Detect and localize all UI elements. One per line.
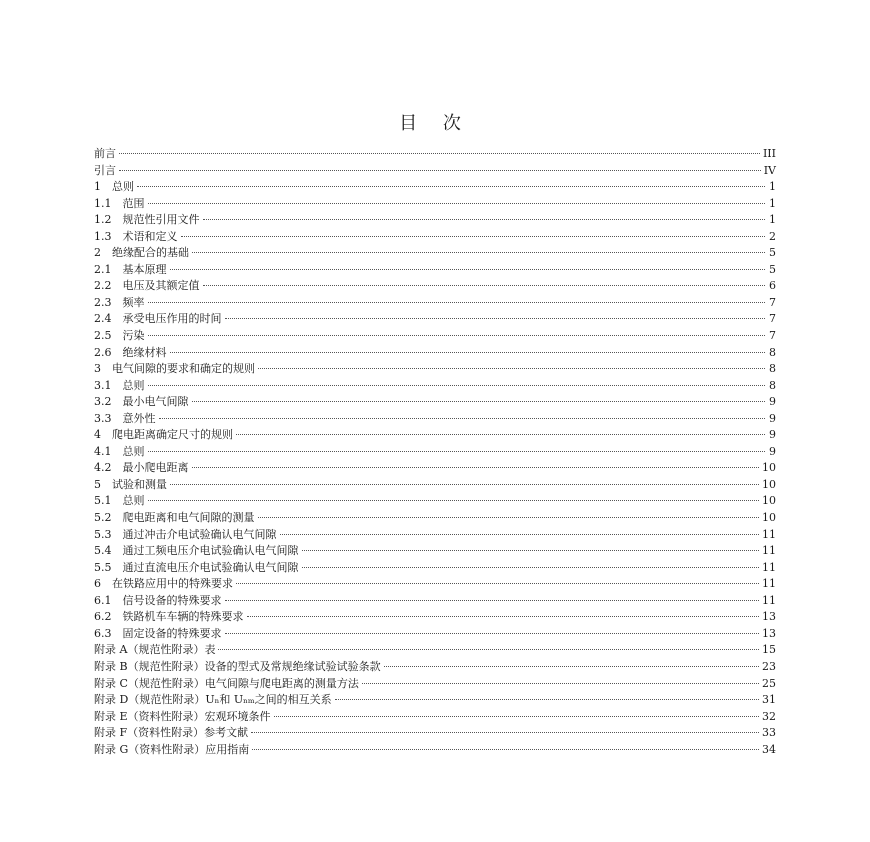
toc-entry-page: 10 xyxy=(762,461,776,475)
toc-entry-page: 32 xyxy=(762,709,776,723)
dot-leader xyxy=(148,385,766,386)
toc-entry-label: 1.2 规范性引用文件 xyxy=(94,213,200,227)
toc-entry-page: 23 xyxy=(762,659,776,673)
toc-entry-page: 7 xyxy=(769,295,776,309)
toc-entry-page: 1 xyxy=(769,213,776,227)
toc-entry-page: 8 xyxy=(769,362,776,376)
toc-entry[interactable] xyxy=(94,163,776,180)
dot-leader xyxy=(170,484,759,485)
toc-entry-page: 34 xyxy=(762,742,776,756)
toc-entry-label: 附录 C（规范性附录）电气间隙与爬电距离的测量方法 xyxy=(94,676,359,690)
dot-leader xyxy=(148,500,760,501)
toc-entry-page: 5 xyxy=(769,262,776,276)
dot-leader xyxy=(192,252,765,253)
toc-entry-label: 5 试验和测量 xyxy=(94,477,167,491)
dot-leader xyxy=(225,633,760,634)
toc-entry-page: 2 xyxy=(769,229,776,243)
dot-leader xyxy=(148,451,766,452)
toc-entry[interactable] xyxy=(94,742,776,759)
toc-entry-page: 13 xyxy=(762,626,776,640)
toc-entry-label: 5.5 通过直流电压介电试验确认电气间隙 xyxy=(94,560,299,574)
toc-entry-label: 5.1 总则 xyxy=(94,494,145,508)
toc-entry-page: III xyxy=(762,147,776,160)
dot-leader xyxy=(119,153,760,154)
dot-leader xyxy=(384,666,759,667)
dot-leader xyxy=(192,401,766,402)
toc-entry[interactable] xyxy=(94,245,776,262)
toc-entry-page: 8 xyxy=(769,345,776,359)
toc-entry-page: 10 xyxy=(762,477,776,491)
toc-entry[interactable] xyxy=(94,378,776,395)
dot-leader xyxy=(159,418,766,419)
dot-leader xyxy=(362,683,759,684)
toc-entry-label: 附录 F（资料性附录）参考文献 xyxy=(94,726,249,740)
toc-entry[interactable] xyxy=(94,328,776,345)
toc-entry-label: 4.2 最小爬电距离 xyxy=(94,461,189,475)
toc-entry-label: 附录 A（规范性附录）表 xyxy=(94,643,216,657)
dot-leader xyxy=(258,517,760,518)
dot-leader xyxy=(236,583,759,584)
dot-leader xyxy=(148,302,766,303)
toc-entry[interactable] xyxy=(94,262,776,279)
dot-leader xyxy=(181,236,766,237)
dot-leader xyxy=(148,203,766,204)
toc-entry-page: 11 xyxy=(762,577,776,591)
toc-entry-page: 1 xyxy=(769,180,776,194)
dot-leader xyxy=(170,352,766,353)
dot-leader xyxy=(274,716,759,717)
toc-entry[interactable] xyxy=(94,609,776,626)
toc-entry[interactable] xyxy=(94,345,776,362)
toc-entry-page: 33 xyxy=(762,726,776,740)
toc-entry-page: 9 xyxy=(769,395,776,409)
toc-entry-label: 1.3 术语和定义 xyxy=(94,229,178,243)
toc-entry-page: 5 xyxy=(769,246,776,260)
page-title: 目 次 xyxy=(399,113,471,135)
toc-entry-label: 3.3 意外性 xyxy=(94,411,156,425)
toc-entry-page: IV xyxy=(763,163,776,177)
toc-entry-label: 3.1 总则 xyxy=(94,378,145,392)
dot-leader xyxy=(137,186,765,187)
toc-entry[interactable] xyxy=(94,477,776,494)
toc-entry[interactable] xyxy=(94,626,776,643)
toc-entry-page: 6 xyxy=(769,279,776,293)
toc-entry[interactable] xyxy=(94,311,776,328)
toc-entry-label: 附录 B（规范性附录）设备的型式及常规绝缘试验试验条款 xyxy=(94,659,381,673)
toc-entry-label: 2.2 电压及其额定值 xyxy=(94,279,200,293)
toc-entry-page: 25 xyxy=(762,676,776,690)
toc-entry-page: 10 xyxy=(762,494,776,508)
toc-entry[interactable] xyxy=(94,394,776,411)
toc-entry-page: 9 xyxy=(769,411,776,425)
toc-entry-page: 11 xyxy=(762,527,776,541)
toc-entry-label: 5.2 爬电距离和电气间隙的测量 xyxy=(94,511,255,525)
toc-entry-label: 引言 xyxy=(94,163,116,177)
toc-entry-label: 2.4 承受电压作用的时间 xyxy=(94,312,222,326)
toc-entry[interactable] xyxy=(94,361,776,378)
toc-entry[interactable] xyxy=(94,229,776,246)
toc-entry[interactable] xyxy=(94,560,776,577)
toc-entry[interactable] xyxy=(94,411,776,428)
toc-entry[interactable] xyxy=(94,709,776,726)
toc-entry-page: 11 xyxy=(762,544,776,558)
toc-entry-label: 4.1 总则 xyxy=(94,444,145,458)
toc-entry[interactable] xyxy=(94,593,776,610)
toc-entry-label: 3.2 最小电气间隙 xyxy=(94,395,189,409)
dot-leader xyxy=(252,749,759,750)
toc-entry[interactable] xyxy=(94,527,776,544)
dot-leader xyxy=(251,732,759,733)
toc-entry-label: 附录 E（资料性附录）宏观环境条件 xyxy=(94,709,271,723)
toc-entry[interactable] xyxy=(94,212,776,229)
toc-entry[interactable] xyxy=(94,543,776,560)
toc-entry-label: 6.1 信号设备的特殊要求 xyxy=(94,593,222,607)
toc-entry-page: 7 xyxy=(769,329,776,343)
toc-entry-page: 1 xyxy=(769,196,776,210)
toc-entry[interactable] xyxy=(94,642,776,659)
toc-entry-label: 6.3 固定设备的特殊要求 xyxy=(94,626,222,640)
toc-entry[interactable] xyxy=(94,692,776,709)
dot-leader xyxy=(280,534,760,535)
toc-entry-label: 5.3 通过冲击介电试验确认电气间隙 xyxy=(94,527,277,541)
dot-leader xyxy=(302,550,760,551)
toc-entry[interactable] xyxy=(94,444,776,461)
toc-entry-page: 9 xyxy=(769,444,776,458)
toc-entry-page: 31 xyxy=(762,693,776,707)
toc-entry-label: 附录 G（资料性附录）应用指南 xyxy=(94,742,250,756)
toc-entry-label: 2 绝缘配合的基础 xyxy=(94,246,189,260)
toc-entry-label: 5.4 通过工频电压介电试验确认电气间隙 xyxy=(94,544,299,558)
toc-entry-label: 3 电气间隙的要求和确定的规则 xyxy=(94,362,255,376)
toc-entry-label: 4 爬电距离确定尺寸的规则 xyxy=(94,428,233,442)
toc-entry-label: 2.6 绝缘材料 xyxy=(94,345,167,359)
dot-leader xyxy=(335,699,759,700)
toc-entry[interactable] xyxy=(94,278,776,295)
toc-entry-label: 1.1 范围 xyxy=(94,196,145,210)
toc-entry-page: 9 xyxy=(769,428,776,442)
toc-entry[interactable] xyxy=(94,179,776,196)
toc-entry-page: 15 xyxy=(762,643,776,657)
toc-entry[interactable] xyxy=(94,295,776,312)
dot-leader xyxy=(225,318,766,319)
toc-entry-page: 13 xyxy=(762,610,776,624)
toc-entry[interactable] xyxy=(94,460,776,477)
toc-entry-label: 2.1 基本原理 xyxy=(94,262,167,276)
toc-entry-label: 6.2 铁路机车车辆的特殊要求 xyxy=(94,610,244,624)
dot-leader xyxy=(225,600,760,601)
toc-entry[interactable] xyxy=(94,725,776,742)
toc-entry[interactable] xyxy=(94,676,776,693)
toc-entry-page: 8 xyxy=(769,378,776,392)
toc-entry[interactable] xyxy=(94,146,776,163)
toc-entry[interactable] xyxy=(94,510,776,527)
dot-leader xyxy=(148,335,766,336)
toc-entry-label: 附录 D（规范性附录）Uₙ和 Uₙₘ之间的相互关系 xyxy=(94,693,332,707)
dot-leader xyxy=(119,170,761,171)
dot-leader xyxy=(170,269,766,270)
toc-entry[interactable] xyxy=(94,493,776,510)
dot-leader xyxy=(203,285,766,286)
toc-entry[interactable] xyxy=(94,659,776,676)
toc-entry-label: 6 在铁路应用中的特殊要求 xyxy=(94,577,233,591)
dot-leader xyxy=(192,467,760,468)
dot-leader xyxy=(236,434,765,435)
dot-leader xyxy=(258,368,765,369)
toc-entry[interactable] xyxy=(94,427,776,444)
toc-entry-label: 前言 xyxy=(94,147,116,160)
dot-leader xyxy=(203,219,766,220)
dot-leader xyxy=(218,649,759,650)
toc-entry-page: 7 xyxy=(769,312,776,326)
toc-entry-page: 10 xyxy=(762,511,776,525)
table-of-contents xyxy=(94,146,776,758)
dot-leader xyxy=(247,616,760,617)
dot-leader xyxy=(302,567,760,568)
toc-entry-page: 11 xyxy=(762,593,776,607)
toc-entry-page: 11 xyxy=(762,560,776,574)
toc-entry-label: 1 总则 xyxy=(94,180,134,194)
toc-entry[interactable] xyxy=(94,196,776,213)
toc-entry-label: 2.5 污染 xyxy=(94,329,145,343)
toc-entry[interactable] xyxy=(94,576,776,593)
toc-entry-label: 2.3 频率 xyxy=(94,295,145,309)
